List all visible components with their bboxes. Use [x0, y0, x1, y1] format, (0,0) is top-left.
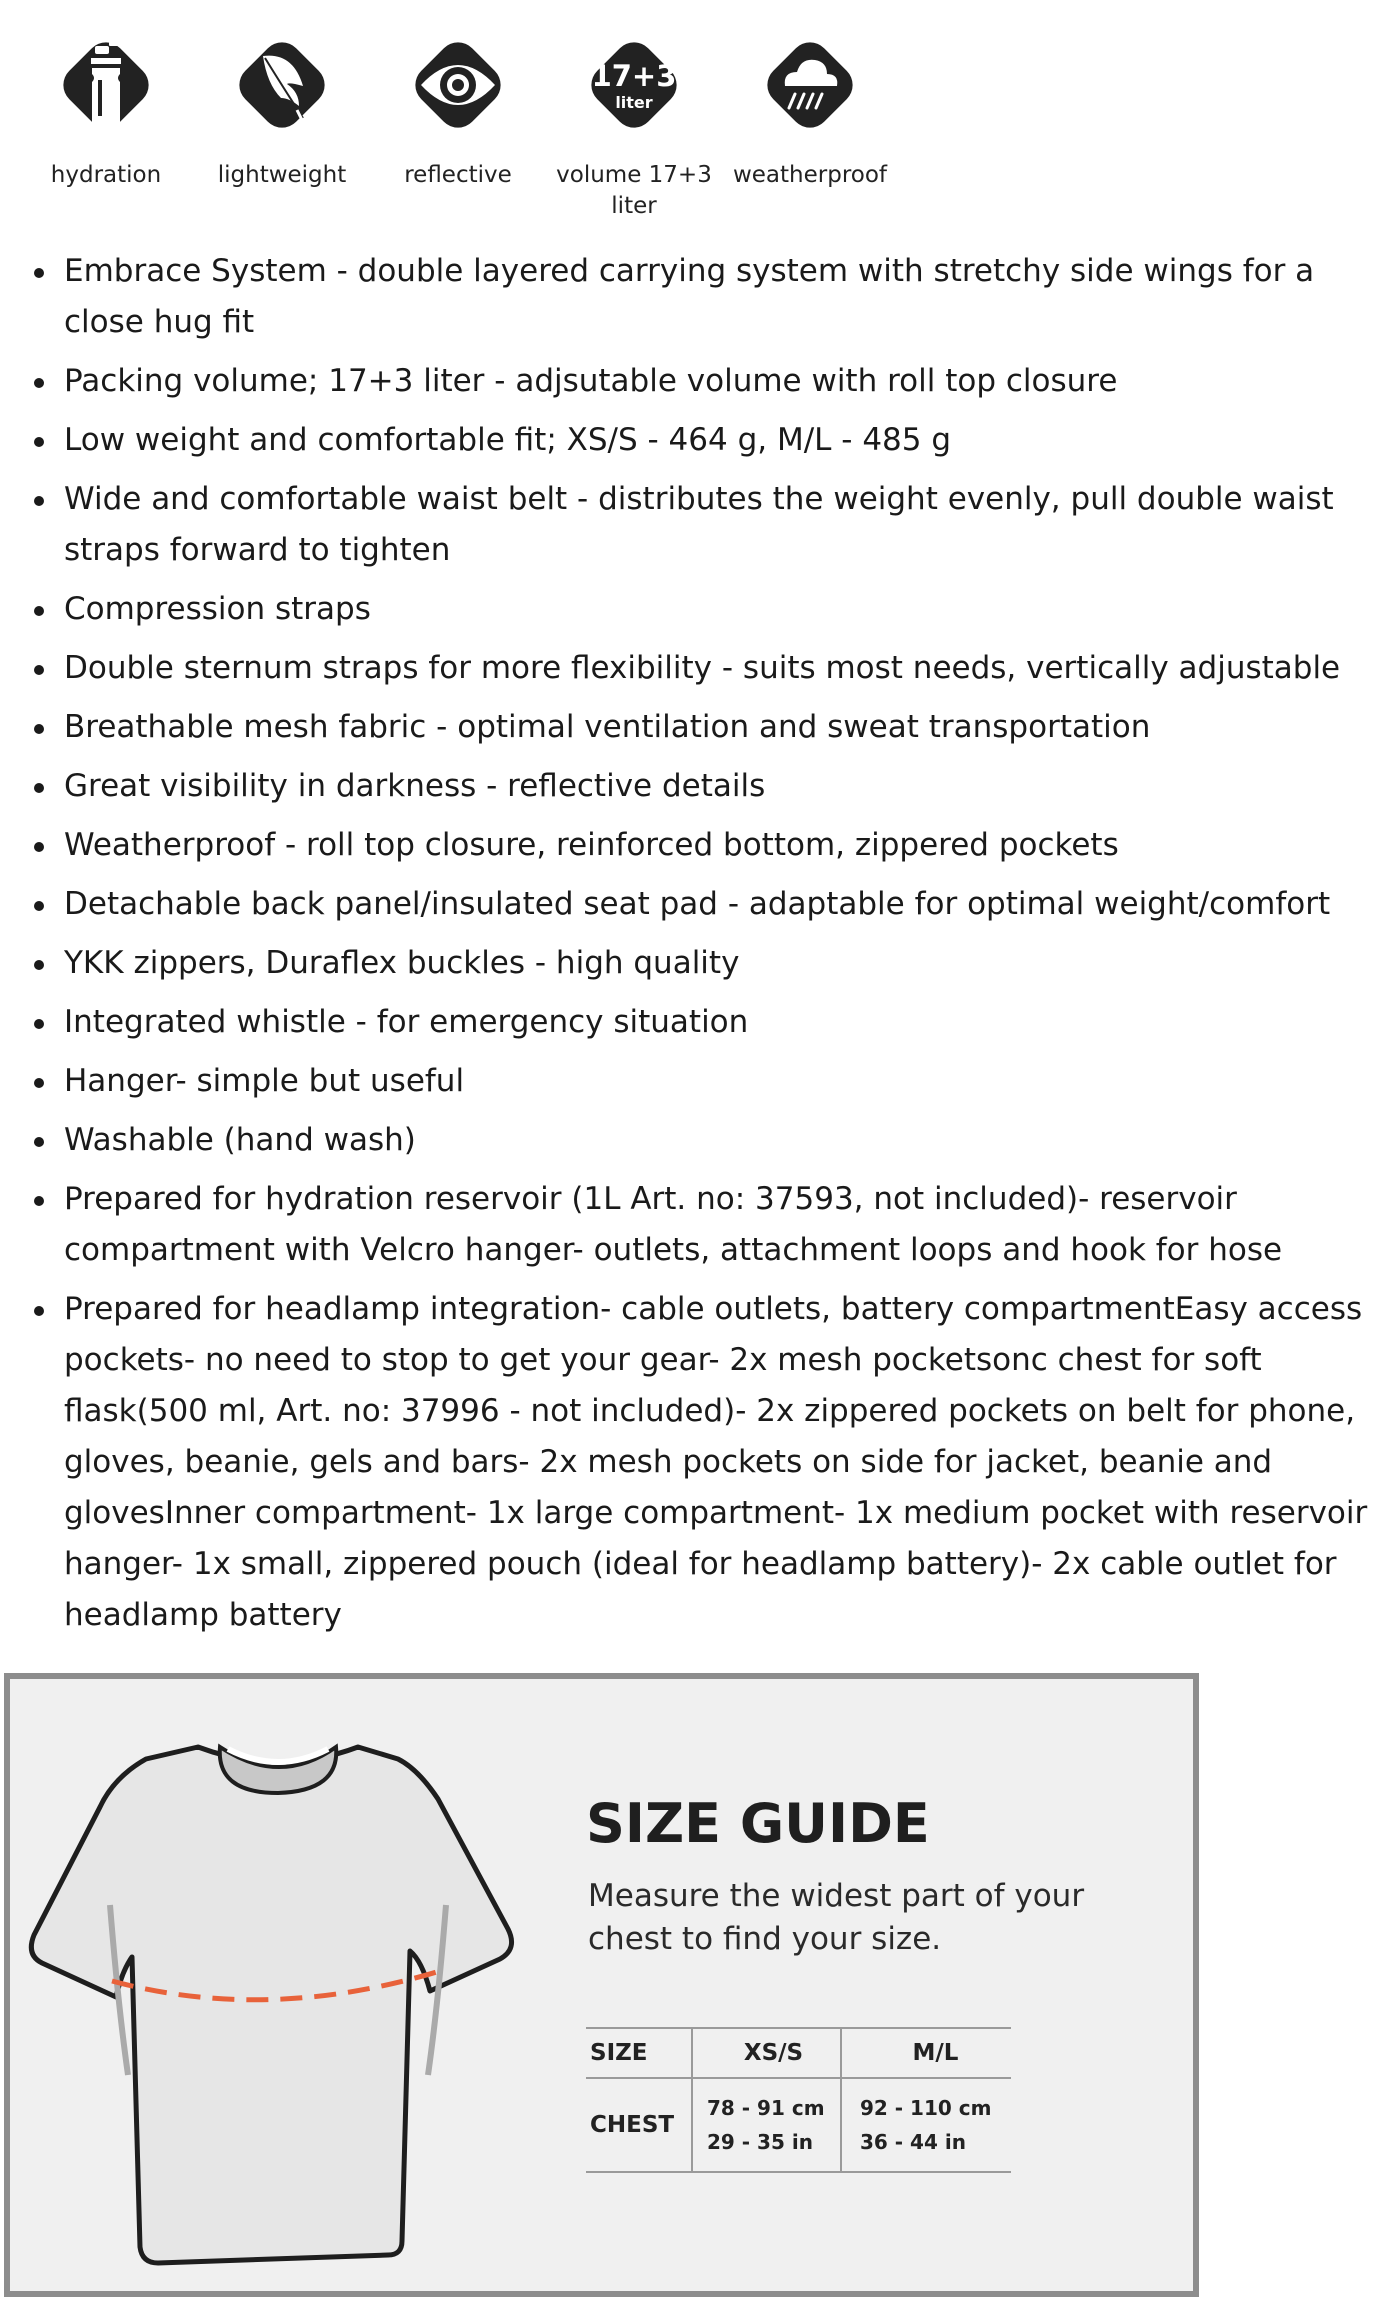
feature-reflective: [370, 24, 546, 222]
spec-item: Weatherproof - roll top closure, reinforced bottom, zippered pockets: [28, 820, 1400, 871]
size-guide-title: SIZE GUIDE: [586, 1792, 930, 1855]
feature-volume: [546, 24, 722, 222]
spec-item: Breathable mesh fabric - optimal ventilation and sweat transportation: [28, 702, 1400, 753]
feature-hydration: [18, 24, 194, 222]
eye-icon: [397, 24, 519, 146]
spec-item: Compression straps: [28, 584, 1400, 635]
hydration-bottle-icon: [45, 24, 167, 146]
size-table: [586, 2027, 1011, 2173]
ml-col-header: M/L: [841, 2028, 1011, 2078]
feature-label-weatherproof: weatherproof: [732, 162, 888, 188]
size-col-header: SIZE: [586, 2028, 692, 2078]
rain-cloud-icon: [749, 24, 871, 146]
spec-list: [28, 246, 1400, 1649]
volume-badge-unit: liter: [615, 93, 653, 112]
feather-icon: [221, 24, 343, 146]
ml-chest-cm: 92 - 110 cm: [860, 2096, 992, 2120]
spec-item: Integrated whistle - for emergency situation: [28, 997, 1400, 1048]
spec-item: Detachable back panel/insulated seat pad - adaptable for optimal weight/comfort: [28, 879, 1400, 930]
spec-item: Low weight and comfortable fit; XS/S - 464 g, M/L - 485 g: [28, 415, 1400, 466]
spec-item: Embrace System - double layered carrying system with stretchy side wings for a close hug fit: [28, 246, 1400, 348]
spec-item: Great visibility in darkness - reflective details: [28, 761, 1400, 812]
feature-label-reflective: reflective: [404, 162, 512, 188]
chest-row-label: CHEST: [586, 2078, 692, 2172]
tshirt-icon: [28, 1737, 528, 2297]
volume-badge-number: 17+3: [591, 59, 677, 93]
spec-item: Washable (hand wash): [28, 1115, 1400, 1166]
xs-chest-in: 29 - 35 in: [707, 2130, 813, 2154]
spec-item: Wide and comfortable waist belt - distributes the weight evenly, pull double waist straps forward to tighten: [28, 474, 1400, 576]
feature-label-hydration: hydration: [50, 162, 162, 188]
feature-icons-row: [18, 24, 898, 222]
ml-chest-in: 36 - 44 in: [860, 2130, 966, 2154]
spec-item: YKK zippers, Duraflex buckles - high quality: [28, 938, 1400, 989]
volume-badge-icon: [573, 24, 695, 146]
xs-col-header: XS/S: [692, 2028, 841, 2078]
ml-chest-cell: [841, 2078, 1011, 2172]
xs-chest-cell: [692, 2078, 841, 2172]
xs-chest-cm: 78 - 91 cm: [707, 2096, 825, 2120]
spec-item: Double sternum straps for more flexibility - suits most needs, vertically adjustable: [28, 643, 1400, 694]
feature-weatherproof: [722, 24, 898, 222]
spec-item: Hanger- simple but useful: [28, 1056, 1400, 1107]
spec-item: Prepared for hydration reservoir (1L Art. no: 37593, not included)- reservoir compartment with Velcro hanger- outlets, attachment loops and hook for hose: [28, 1174, 1400, 1276]
size-guide-description: Measure the widest part of your chest to find your size.: [588, 1878, 1085, 1957]
size-guide-panel: [4, 1673, 1199, 2297]
spec-item: Prepared for headlamp integration- cable outlets, battery compartmentEasy access pockets- no need to stop to get your gear- 2x mesh pocketsonc chest for soft flask(500 ml, Art. no: 37996 - not included)- 2x zippered pockets on belt for phone, gloves, beanie, gels and bars- 2x mesh pockets on side for jacket, beanie and glovesInner compartment- 1x large compartment- 1x medium pocket with reservoir hanger- 1x small, zippered pouch (ideal for headlamp battery)- 2x cable outlet for headlamp battery: [28, 1284, 1400, 1641]
spec-item: Packing volume; 17+3 liter - adjsutable volume with roll top closure: [28, 356, 1400, 407]
feature-label-volume: volume 17+3 liter: [556, 162, 712, 219]
feature-label-lightweight: lightweight: [217, 162, 347, 188]
feature-lightweight: [194, 24, 370, 222]
